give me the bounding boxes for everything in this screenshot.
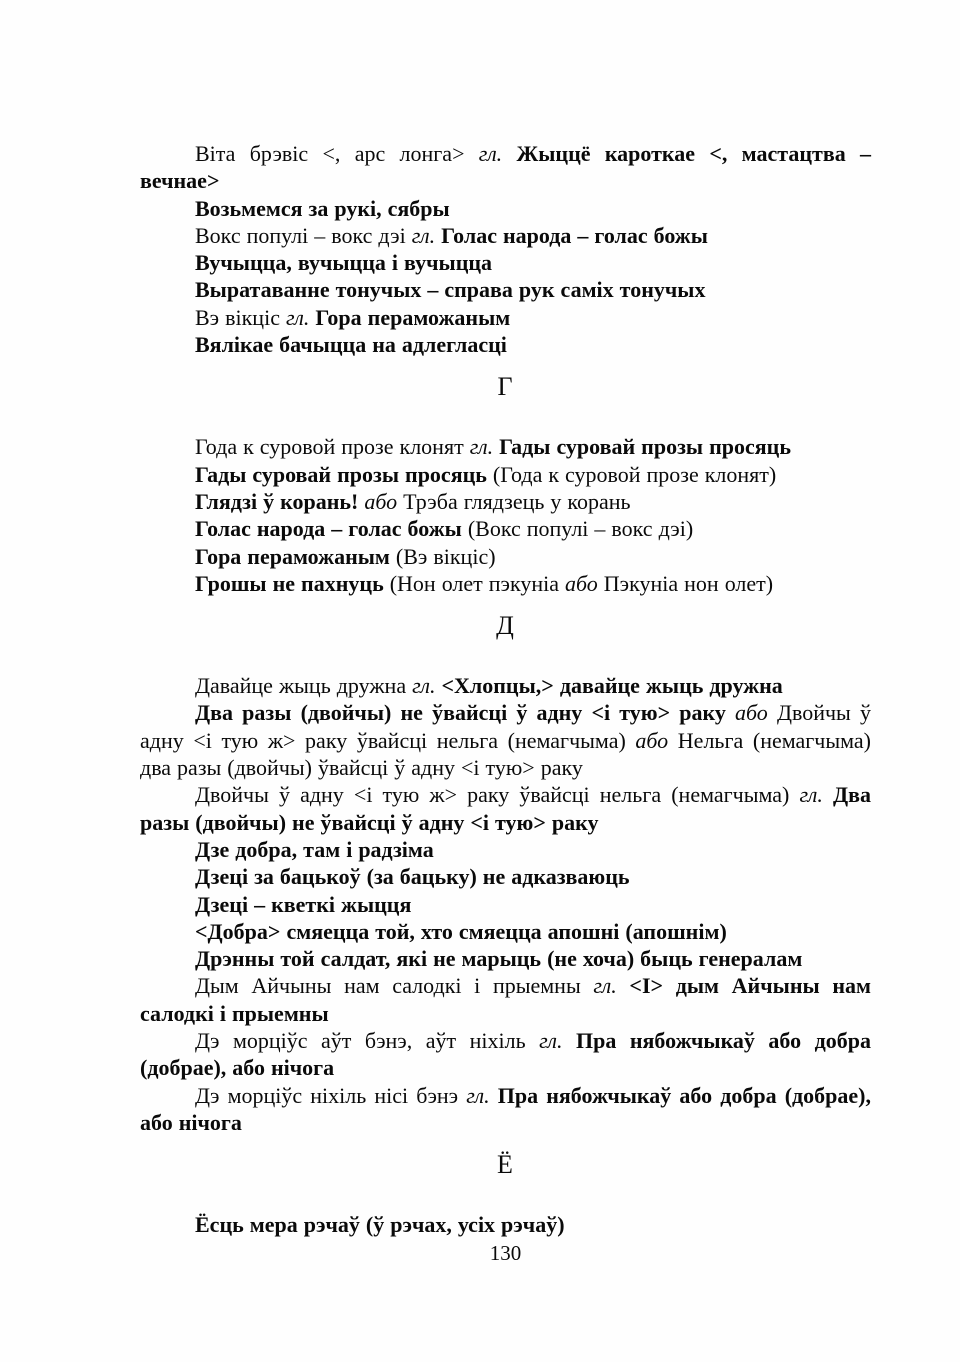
entry-plain-text: Дэ морціўс аўт бэнэ, аўт ніхіль: [195, 1028, 540, 1054]
dictionary-entry: [140, 461, 871, 488]
page-number: 130: [489, 1240, 522, 1265]
entry-plain-text: Трэба глядзець у корань: [397, 488, 631, 514]
entry-plain-text: Вокс популі – вокс дэі: [195, 222, 412, 248]
entry-headword-text: Дзе добра, там і радзіма: [195, 836, 434, 862]
dictionary-entry: [140, 276, 871, 303]
dictionary-entry: [140, 515, 871, 542]
entry-headword-text: Гады суровай прозы просяць: [195, 461, 493, 487]
cross-reference-marker: гл.: [469, 434, 494, 460]
dictionary-entry: [140, 863, 871, 890]
entry-headword-text: Голас народа – голас божы: [435, 222, 708, 248]
entry-headword-text: Дзеці – кветкі жыцця: [195, 891, 412, 917]
entry-headword-text: Вялікае бачыцца на адлегласці: [195, 332, 507, 358]
cross-reference-marker: гл.: [285, 304, 310, 330]
letter-section: [140, 612, 871, 1136]
dictionary-entry: [140, 1082, 871, 1137]
cross-reference-marker: гл.: [412, 673, 436, 699]
dictionary-entry: [140, 836, 871, 863]
cross-reference-marker: гл.: [478, 141, 503, 166]
dictionary-entry: [140, 891, 871, 918]
entry-plain-text: Вэ вікціс: [195, 304, 286, 330]
dictionary-entry: [140, 1211, 871, 1238]
entry-plain-text: (Нон олет пэкуніа: [389, 570, 566, 596]
dictionary-entry: [140, 543, 871, 570]
entry-plain-text: Двойчы ў адну <і тую ж> раку ўвайсці нельга (немагчыма): [195, 782, 800, 808]
entry-headword-text: Выратаванне тонучых – справа рук саміх тонучых: [195, 277, 706, 303]
letter-heading: Г: [497, 372, 514, 402]
entry-headword-text: Гады суровай прозы просяць: [493, 434, 791, 460]
letter-section: [140, 1151, 871, 1238]
dictionary-entry: [140, 699, 871, 781]
dictionary-entry: [140, 1027, 871, 1082]
letter-section: [140, 373, 871, 597]
cross-reference-marker: або: [635, 727, 669, 753]
letter-section: [140, 140, 871, 358]
dictionary-entry: [140, 140, 871, 195]
entry-headword-text: Возьмемся за рукі, сябры: [195, 195, 450, 221]
cross-reference-marker: гл.: [799, 782, 823, 808]
entry-plain-text: (Года к суровой прозе клонят): [492, 461, 777, 487]
entry-headword-text: Вучыцца, вучыцца і вучыцца: [195, 250, 493, 276]
cross-reference-marker: гл.: [593, 973, 617, 999]
entries: [140, 140, 871, 1239]
entry-headword-text: Пра нябожчыкаў або добра (добрае), або нічога: [140, 1082, 871, 1135]
entry-plain-text: Двойчы ў адну <і тую ж> раку ўвайсці нельга (немагчыма): [140, 700, 871, 753]
entry-headword-text: <Добра> смяецца той, хто смяецца апошні (апошнім): [195, 918, 727, 944]
letter-heading: Д: [496, 611, 515, 641]
letter-heading: Ё: [497, 1150, 514, 1180]
entry-plain-text: Нельга (немагчыма) два разы (двойчы) ўвайсці ў адну <і тую> раку: [140, 727, 871, 781]
cross-reference-marker: гл.: [411, 222, 436, 248]
entry-headword-text: Жыццё кароткае <, мастацтва – вечнае>: [140, 141, 872, 194]
dictionary-entry: [140, 433, 871, 460]
entry-plain-text: Давайце жыць дружна: [195, 673, 413, 699]
dictionary-entry: [140, 222, 871, 249]
cross-reference-marker: або: [565, 570, 598, 596]
cross-reference-marker: гл.: [466, 1082, 490, 1108]
dictionary-entry: [140, 781, 871, 836]
cross-reference-marker: або: [364, 488, 398, 514]
dictionary-entry: [140, 918, 871, 945]
entry-headword-text: Два разы (двойчы) не ўвайсці ў адну <і тую> раку: [195, 700, 736, 726]
entry-plain-text: Дым Айчыны нам салодкі і прыемны: [195, 973, 594, 999]
entry-headword-text: Дзеці за бацькоў (за бацьку) не адказваюць: [195, 864, 630, 890]
dictionary-entry: [140, 488, 871, 515]
entry-headword-text: Пра нябожчыкаў або добра (добрае), або нічога: [140, 1028, 871, 1081]
entry-plain-text: Года к суровой прозе клонят: [195, 434, 470, 460]
entry-headword-text: Грошы не пахнуць: [195, 570, 390, 596]
entry-plain-text: (Вокс популі – вокс дэі): [467, 516, 694, 542]
cross-reference-marker: або: [735, 700, 768, 726]
entry-headword-text: Ёсць мера рэчаў (ў рэчах, усіх рэчаў): [195, 1212, 565, 1238]
entry-headword-text: Гора пераможаным: [309, 304, 511, 330]
entry-plain-text: Віта брэвіс <, арс лонга>: [195, 141, 479, 166]
dictionary-entry: [140, 672, 871, 699]
entry-headword-text: <І> дым Айчыны нам салодкі і прыемны: [140, 973, 871, 1026]
dictionary-entry: [140, 570, 871, 597]
entry-headword-text: Глядзі ў корань!: [195, 488, 365, 514]
dictionary-content: [140, 140, 871, 1267]
cross-reference-marker: гл.: [539, 1028, 563, 1054]
entry-headword-text: <Хлопцы,> давайце жыць дружна: [435, 673, 783, 699]
dictionary-entry: [140, 195, 871, 222]
entry-headword-text: Голас народа – голас божы: [195, 516, 468, 542]
entry-headword-text: Два разы (двойчы) не ўвайсці ў адну <і тую> раку: [140, 782, 871, 835]
entry-headword-text: Гора пераможаным: [195, 543, 396, 569]
dictionary-entry: [140, 249, 871, 276]
entry-plain-text: Пэкуніа нон олет): [597, 570, 774, 596]
dictionary-entry: [140, 304, 871, 331]
entry-headword-text: Дрэнны той салдат, які не марыць (не хоча) быць генералам: [195, 946, 803, 972]
entry-plain-text: (Вэ вікціс): [395, 543, 496, 569]
dictionary-entry: [140, 972, 871, 1027]
entry-plain-text: Дэ морціўс ніхіль нісі бэнэ: [195, 1082, 467, 1108]
dictionary-entry: [140, 945, 871, 972]
dictionary-entry: [140, 331, 871, 358]
